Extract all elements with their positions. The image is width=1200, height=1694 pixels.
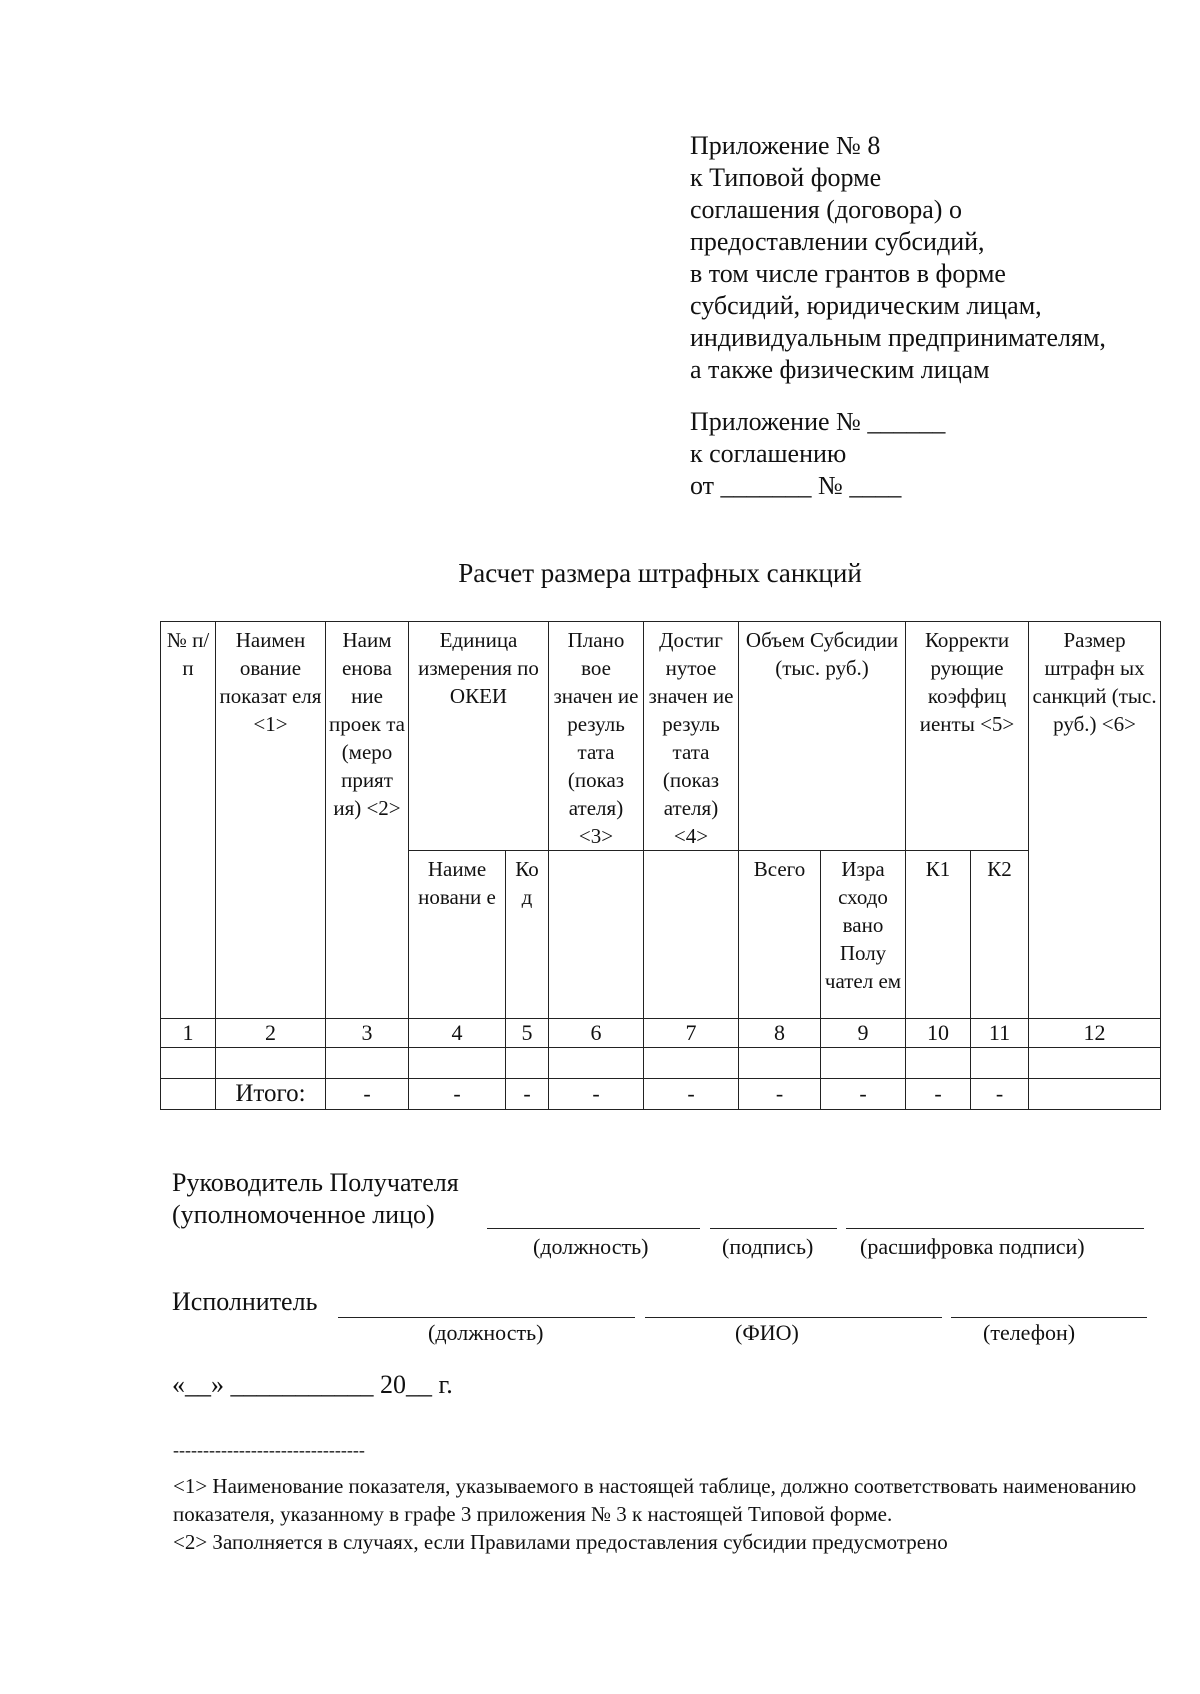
executor-phone-line [951,1317,1147,1318]
table-row [161,1048,1161,1079]
caption-executor-position: (должность) [428,1320,544,1345]
penalty-table [160,621,1161,1110]
appendix-line: в том числе грантов в форме [690,259,1006,288]
header-cell: Изра сходо вано Полу чател ем [821,851,906,1019]
footnote-separator: -------------------------------- [173,1440,365,1460]
caption-executor-name: (ФИО) [735,1320,799,1345]
header-cell: К1 [906,851,971,1019]
total-row [161,1079,1161,1110]
caption-signature-decode: (расшифровка подписи) [860,1234,1085,1259]
column-number: 7 [644,1019,739,1048]
header-cell [644,851,739,1019]
appendix-line: субсидий, юридическим лицам, [690,291,1042,320]
column-number: 1 [161,1019,216,1048]
header-cell: Единица измерения по ОКЕИ [409,622,549,851]
column-number: 3 [326,1019,409,1048]
caption-executor-phone: (телефон) [983,1320,1076,1345]
appendix-line: Приложение № 8 [690,131,881,160]
total-label: Итого: [216,1079,326,1110]
header-cell: Наим енова ние проек та (меро прият ия) <2> [326,622,409,1019]
header-cell: Объем Субсидии (тыс. руб.) [739,622,906,851]
header-cell: К2 [971,851,1029,1019]
total-cell: - [971,1079,1029,1110]
total-cell: - [409,1079,506,1110]
column-number: 12 [1029,1019,1161,1048]
header-cell: Достиг нутое значен ие резуль тата (показ ателя) <4> [644,622,739,851]
total-cell: - [644,1079,739,1110]
total-cell: - [326,1079,409,1110]
agreement-appendix-line: от _______ № ____ [690,471,902,500]
header-cell: Размер штрафн ых санкций (тыс. руб.) <6> [1029,622,1161,1019]
executor-name-line [645,1317,942,1318]
page-title: Расчет размера штрафных санкций [458,558,862,588]
column-number-row [161,1019,1161,1048]
header-cell: Наиме новани е [409,851,506,1019]
caption-position: (должность) [533,1234,649,1259]
executor-label: Исполнитель [172,1287,318,1316]
appendix-line: предоставлении субсидий, [690,227,985,256]
column-number: 2 [216,1019,326,1048]
executor-position-line [338,1317,635,1318]
footnotes [173,1472,1163,1556]
total-cell: - [906,1079,971,1110]
appendix-line: индивидуальным предпринимателям, [690,323,1106,352]
position-line [487,1228,700,1229]
caption-signature: (подпись) [722,1234,814,1259]
header-cell [549,851,644,1019]
column-number: 6 [549,1019,644,1048]
header-cell: № п/ п [161,622,216,1019]
column-number: 10 [906,1019,971,1048]
signature-line [710,1228,837,1229]
total-cell: - [506,1079,549,1110]
column-number: 8 [739,1019,821,1048]
header-cell: Плано вое значен ие резуль тата (показ ателя) <3> [549,622,644,851]
footnote-item: <2> Заполняется в случаях, если Правилами предоставления субсидии предусмотрено [173,1530,948,1554]
header-cell: Ко д [506,851,549,1019]
column-number: 4 [409,1019,506,1048]
appendix-header [690,130,1106,502]
column-number: 11 [971,1019,1029,1048]
header-cell: Наимен ование показат еля <1> [216,622,326,1019]
header-cell: Всего [739,851,821,1019]
appendix-line: соглашения (договора) о [690,195,962,224]
head-label-line2: (уполномоченное лицо) [172,1200,435,1229]
column-number: 5 [506,1019,549,1048]
total-cell: - [739,1079,821,1110]
agreement-appendix-line: к соглашению [690,439,847,468]
appendix-line: а также физическим лицам [690,355,990,384]
signature-decode-line [846,1228,1144,1229]
date-line: «__» ___________ 20__ г. [172,1370,453,1399]
total-cell: - [821,1079,906,1110]
header-cell: Корректи рующие коэффиц иенты <5> [906,622,1029,851]
agreement-appendix-line: Приложение № ______ [690,407,946,436]
appendix-line: к Типовой форме [690,163,882,192]
column-number: 9 [821,1019,906,1048]
table-header-row [161,622,1161,851]
head-label-line1: Руководитель Получателя [172,1168,459,1197]
total-cell: - [549,1079,644,1110]
footnote-item: <1> Наименование показателя, указываемого в настоящей таблице, должно соответствовать наименованию показателя, указанному в графе 3 приложения № 3 к настоящей Типовой форме. [173,1474,1137,1526]
